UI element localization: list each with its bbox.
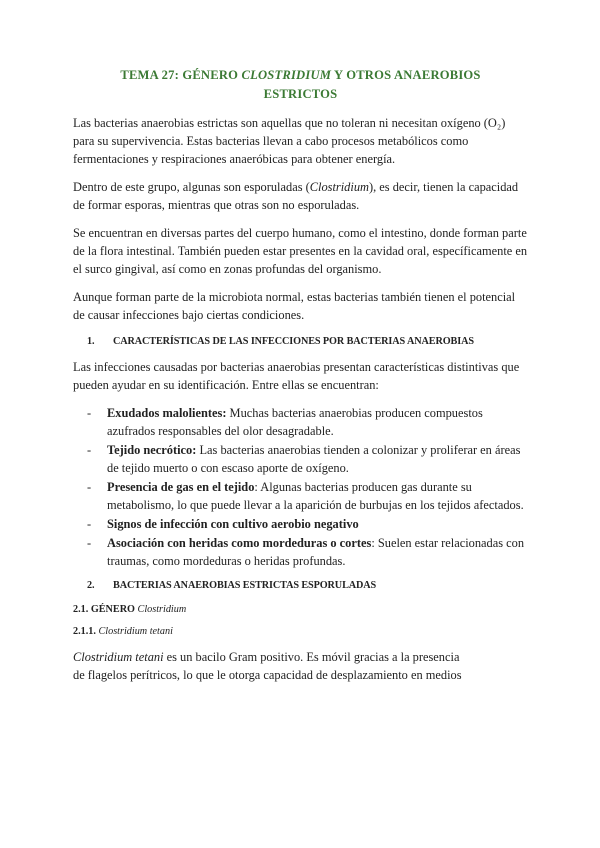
section1-intro: Las infecciones causadas por bacterias anaerobias presentan características distintivas que pueden ayudar en su identificación. Entre ellas se encuentran:: [73, 360, 520, 392]
microbiota-paragraph: Aunque forman parte de la microbiota normal, estas bacterias también tienen el potencial de causar infecciones bajo ciertas condiciones.: [73, 290, 516, 322]
tetani-paragraph: [73, 648, 528, 684]
document-title: [73, 66, 528, 104]
sub2-species: Clostridium tetani: [98, 626, 173, 637]
esporuladas-paragraph: [73, 178, 528, 214]
list-item: [73, 404, 528, 440]
list-dash: -: [87, 406, 92, 420]
list-item-text: Las bacterias anaerobias tienden a colonizar y proliferar en áreas de tejido muerto o con escaso aporte de oxígeno.: [107, 443, 521, 475]
list-item: [73, 441, 528, 477]
list-item: [73, 478, 528, 514]
list-item: [73, 515, 528, 533]
tetani-line2: de flagelos perítricos, lo que le otorga capacidad de desplazamiento en medios: [73, 668, 462, 682]
list-item-term: Asociación con heridas como mordeduras o cortes: [107, 536, 372, 550]
para2-genus: Clostridium: [309, 180, 369, 194]
tetani-species: Clostridium tetani: [73, 650, 164, 664]
intro-paragraph: Las bacterias anaerobias estrictas son aquellas que no toleran ni necesitan oxígeno (O₂) para su supervivencia. Estas bacterias llevan a cabo procesos metabólicos como fermentaciones y respiraciones anaeróbicas para obtener energía.: [73, 116, 506, 166]
list-item: [73, 534, 528, 570]
sub1-prefix: 2.1. GÉNERO: [73, 604, 138, 615]
section2-heading: [73, 578, 528, 594]
list-item-text: : Suelen estar relacionadas con traumas, como mordeduras o heridas profundas.: [107, 536, 525, 568]
section1-heading: [73, 334, 528, 350]
sub2-prefix: 2.1.1.: [73, 626, 99, 637]
title-genus: CLOSTRIDIUM: [241, 68, 332, 82]
document-page: [73, 66, 528, 684]
list-item-term: Tejido necrótico:: [107, 443, 197, 457]
list-dash: -: [87, 536, 92, 550]
subsection-2-1-heading: [73, 602, 528, 618]
title-line2: ESTRICTOS: [263, 87, 338, 101]
list-dash: -: [87, 517, 92, 531]
section2-number: 2.: [87, 580, 95, 591]
list-item-term: Presencia de gas en el tejido: [107, 480, 255, 494]
list-item-text: : Algunas bacterias producen gas durante su metabolismo, lo que puede llevar a la aparición de burbujas en los tejidos afectados.: [107, 480, 524, 512]
section2-title: BACTERIAS ANAEROBIAS ESTRICTAS ESPORULADAS: [113, 580, 377, 591]
para2-pre: Dentro de este grupo, algunas son esporuladas (: [73, 180, 310, 194]
title-suffix: Y OTROS ANAEROBIOS: [331, 68, 481, 82]
title-prefix: TEMA 27: GÉNERO: [120, 68, 242, 82]
section1-number: 1.: [87, 336, 95, 347]
section1-title: CARACTERÍSTICAS DE LAS INFECCIONES POR BACTERIAS ANAEROBIAS: [113, 336, 474, 347]
sub1-genus: Clostridium: [137, 604, 187, 615]
subsection-2-1-1-heading: [73, 624, 528, 640]
list-item-term: Signos de infección con cultivo aerobio negativo: [107, 517, 359, 531]
list-dash: -: [87, 443, 92, 457]
para2-post: ), es decir, tienen la capacidad de formar esporas, mientras que otras son no esporuladas.: [73, 180, 519, 212]
location-paragraph: Se encuentran en diversas partes del cuerpo humano, como el intestino, donde forman parte de la flora intestinal. También pueden estar presentes en la cavidad oral, específicamente en el surco gingival, así como en zonas profundas del organismo.: [73, 226, 528, 276]
list-item-term: Exudados malolientes:: [107, 406, 227, 420]
list-dash: -: [87, 480, 92, 494]
tetani-line1: es un bacilo Gram positivo. Es móvil gracias a la presencia: [163, 650, 460, 664]
list-item-text: Muchas bacterias anaerobias producen compuestos azufrados responsables del olor desagradable.: [107, 406, 483, 438]
characteristics-list: [73, 404, 528, 570]
